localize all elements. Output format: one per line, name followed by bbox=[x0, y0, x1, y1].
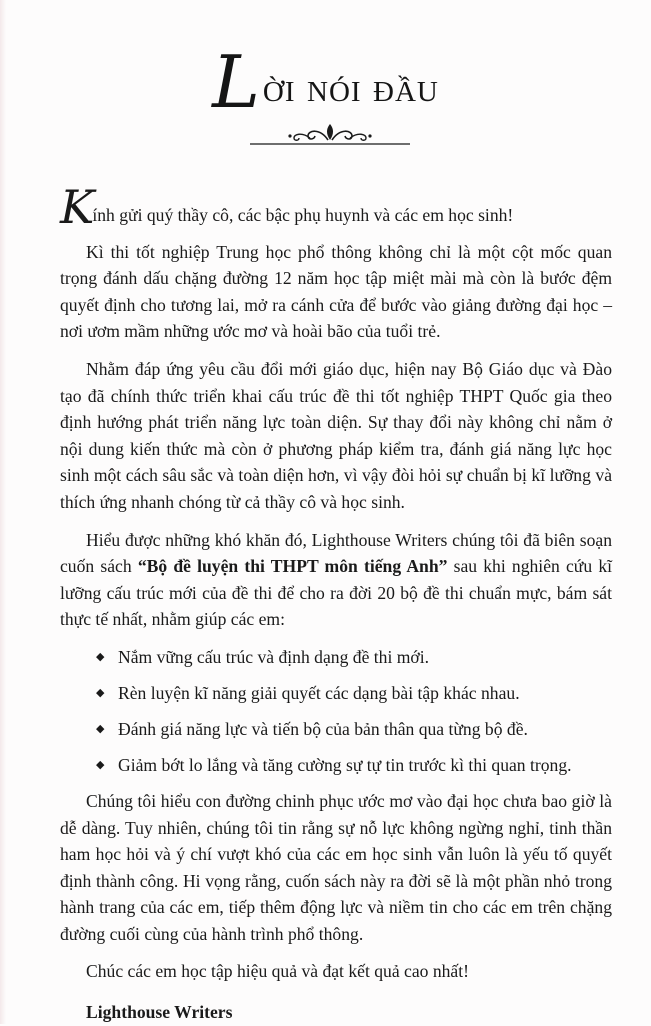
list-item-text: Giảm bớt lo lắng và tăng cường sự tự tin trước kì thi quan trọng. bbox=[118, 754, 572, 775]
diamond-bullet-icon: ◆ bbox=[96, 758, 105, 771]
page-edge-shadow bbox=[0, 0, 6, 1024]
paragraph-1: Kì thi tốt nghiệp Trung học phổ thông không chỉ là một cột mốc quan trọng đánh dấu chặng đường 12 năm học tập miệt mài mà còn là bước đệm quyết định cho tương lai, mở ra cánh cửa để bước vào giảng đường đại học – nơi ươm mầm những ước mơ và hoài bão của tuổi trẻ. bbox=[60, 241, 612, 342]
dropcap-letter: K bbox=[60, 180, 95, 234]
flourish-divider-icon bbox=[250, 120, 410, 148]
preface-body bbox=[60, 180, 612, 1026]
book-title: “Bộ đề luyện thi THPT môn tiếng Anh” bbox=[137, 556, 448, 577]
paragraph-4: Chúng tôi hiểu con đường chinh phục ước mơ vào đại học chưa bao giờ là dễ dàng. Tuy nhiên, chúng tôi tin rằng sự nỗ lực không ngừng nghỉ, tinh thần ham học hỏi và ý chí vượt khó của các em học sinh vẫn luôn là yếu tố quyết định thành công. Hi vọng rằng, cuốn sách này ra đời sẽ là một phần nhỏ trong hành trang của các em, tiếp thêm động lực và niềm tin cho các em trên chặng đường cuối cùng của hành trình phổ thông. bbox=[60, 790, 612, 944]
greeting-text: ính gửi quý thầy cô, các bậc phụ huynh và các em học sinh! bbox=[92, 205, 514, 225]
paragraph-3-before: Hiểu được những khó khăn đó, Lighthouse Writers chúng tôi đã biên soạn cuốn sách bbox=[60, 529, 612, 577]
paragraph-3-after: sau khi nghiên cứu kĩ lưỡng cấu trúc mới của đề thi để cho ra đời 20 bộ đề thi chuẩn mực, bám sát thực tế nhất, nhằm giúp các em: bbox=[60, 556, 612, 630]
title-text bbox=[212, 40, 439, 124]
title-script-letter: L bbox=[212, 40, 261, 124]
list-item bbox=[96, 644, 612, 670]
list-item-text: Nắm vững cấu trúc và định dạng đề thi mới. bbox=[118, 646, 430, 667]
signature: Lighthouse Writers bbox=[86, 1002, 233, 1023]
list-item bbox=[96, 752, 612, 778]
greeting-line bbox=[60, 180, 612, 234]
diamond-bullet-icon: ◆ bbox=[96, 650, 105, 663]
paragraph-2: Nhằm đáp ứng yêu cầu đổi mới giáo dục, hiện nay Bộ Giáo dục và Đào tạo đã chính thức triển khai cấu trúc đề thi tốt nghiệp THPT Quốc gia theo định hướng phát triển năng lực toàn diện. Sự thay đổi này không chỉ nằm ở nội dung kiến thức mà còn ở phương pháp kiểm tra, đánh giá năng lực học sinh một cách sâu sắc và toàn diện hơn, vì vậy đòi hỏi sự chuẩn bị kĩ lưỡng và thích ứng nhanh chóng từ cả thầy cô và học sinh. bbox=[60, 358, 612, 512]
goals-list bbox=[60, 644, 612, 778]
diamond-bullet-icon: ◆ bbox=[96, 686, 105, 699]
paragraph-3 bbox=[60, 527, 612, 633]
diamond-bullet-icon: ◆ bbox=[96, 722, 105, 735]
closing-wish: Chúc các em học tập hiệu quả và đạt kết quả cao nhất! bbox=[86, 961, 469, 982]
page-title bbox=[0, 40, 651, 124]
list-item bbox=[96, 680, 612, 706]
list-item-text: Đánh giá năng lực và tiến bộ của bản thân qua từng bộ đề. bbox=[118, 718, 528, 739]
list-item bbox=[96, 716, 612, 742]
list-item-text: Rèn luyện kĩ năng giải quyết các dạng bài tập khác nhau. bbox=[118, 682, 520, 703]
title-rest: ời nói đầu bbox=[262, 65, 439, 111]
